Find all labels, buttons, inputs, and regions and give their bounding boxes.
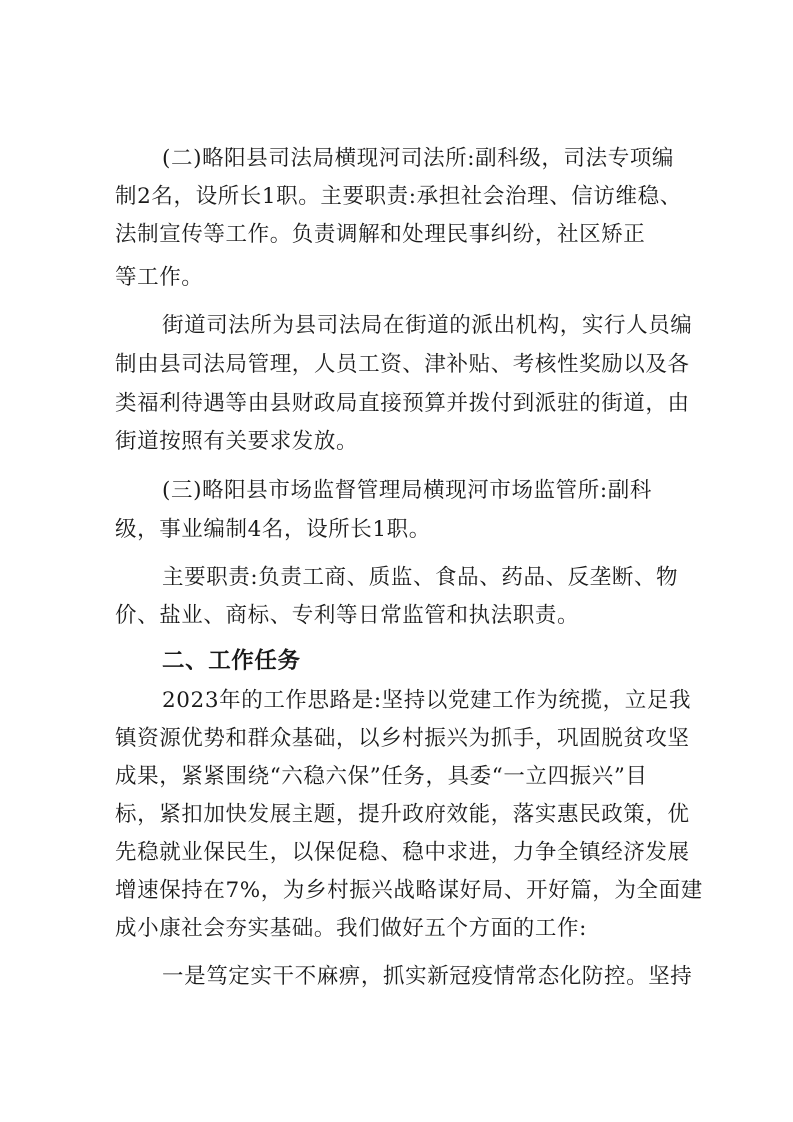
paragraph-line: 成果，紧紧围绕“六稳六保”任务，具委“一立四振兴”目	[115, 764, 648, 789]
paragraph-line: 标，紧扣加快发展主题，提升政府效能，落实惠民政策，优	[115, 802, 690, 827]
paragraph-line: 等工作。	[115, 265, 204, 290]
paragraph-line: 级，事业编制4名，设所长1职。	[115, 517, 431, 542]
paragraph-line: 主要职责:负责工商、质监、食品、药品、反垄断、物	[162, 565, 679, 590]
paragraph-line: 类福利待遇等由县财政局直接预算并拨付到派驻的街道，由	[115, 391, 690, 416]
section-heading: 二、工作任务	[162, 648, 301, 674]
paragraph-line: 镇资源优势和群众基础，以乡村振兴为抓手，巩固脱贫攻坚	[115, 726, 690, 751]
paragraph-line: 2023年的工作思路是:坚持以党建工作为统揽，立足我	[162, 688, 692, 713]
paragraph-line: (二)略阳县司法局横现河司法所:副科级，司法专项编	[162, 146, 675, 171]
paragraph-line: 制2名，设所长1职。主要职责:承担社会治理、信访维稳、	[115, 184, 682, 209]
paragraph-line: 街道司法所为县司法局在街道的派出机构，实行人员编	[162, 313, 693, 338]
paragraph-line: 成小康社会夯实基础。我们做好五个方面的工作:	[115, 916, 587, 941]
paragraph-line: 街道按照有关要求发放。	[115, 429, 359, 454]
paragraph-line: 先稳就业保民生，以保促稳、稳中求进，力争全镇经济发展	[115, 840, 690, 865]
paragraph-line: 一是笃定实干不麻痹，抓实新冠疫情常态化防控。坚持	[162, 964, 693, 989]
paragraph-line: 法制宣传等工作。负责调解和处理民事纠纷，社区矫正	[115, 222, 646, 247]
paragraph-line: 增速保持在7%，为乡村振兴战略谋好局、开好篇，为全面建	[115, 878, 703, 903]
paragraph-line: 制由县司法局管理，人员工资、津补贴、考核性奖励以及各	[115, 352, 690, 377]
paragraph-line: (三)略阳县市场监督管理局横现河市场监管所:副科	[162, 478, 652, 503]
paragraph-line: 价、盐业、商标、专利等日常监管和执法职责。	[115, 603, 580, 628]
